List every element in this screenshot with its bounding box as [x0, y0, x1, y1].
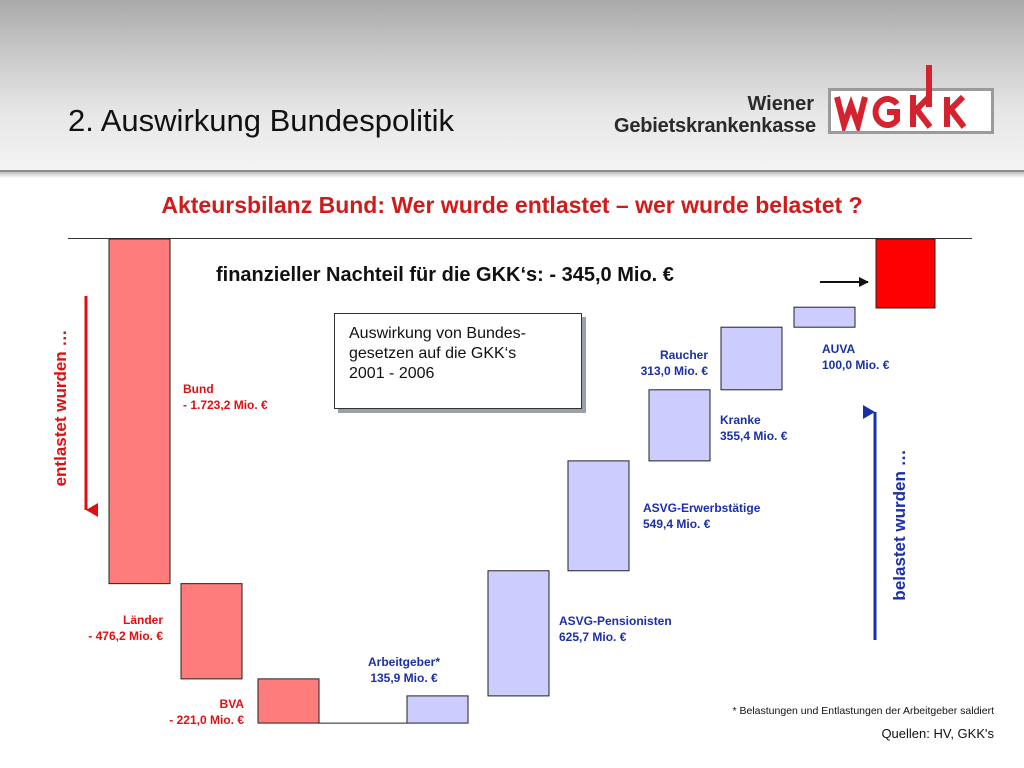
label-laender-name: Länder [122, 613, 163, 627]
bar-asvg-erwerbstätige [568, 461, 629, 571]
label-arbeitgeber-value: 135,9 Mio. € [370, 671, 438, 685]
label-bund-value: - 1.723,2 Mio. € [183, 398, 268, 412]
source-note: Quellen: HV, GKK's [881, 726, 994, 741]
label-asvg-pensionisten-name: ASVG-Pensionisten [559, 614, 672, 628]
label-arbeitgeber-name: Arbeitgeber* [367, 655, 441, 669]
footnote: * Belastungen und Entlastungen der Arbeitgeber saldiert [732, 705, 994, 717]
label-bund-name: Bund [183, 382, 214, 396]
label-laender [88, 612, 163, 644]
chart-bars [109, 239, 935, 723]
label-laender-value: - 476,2 Mio. € [88, 629, 163, 643]
callout-line3: 2001 - 2006 [349, 365, 435, 382]
logo-line1: Wiener [747, 93, 814, 115]
label-kranke-name: Kranke [720, 413, 761, 427]
label-auva-name: AUVA [822, 342, 856, 356]
label-bund [183, 381, 268, 413]
label-raucher [641, 347, 708, 379]
callout-line2: gesetzen auf die GKK‘s [349, 345, 517, 362]
slide-title: 2. Auswirkung Bundespolitik [68, 103, 455, 138]
label-kranke-value: 355,4 Mio. € [720, 429, 788, 443]
label-raucher-value: 313,0 Mio. € [640, 364, 708, 378]
label-auva [822, 341, 889, 373]
nachteil-label: finanzieller Nachteil für die GKK‘s: - 345,0 Mio. € [216, 264, 674, 286]
label-asvg-erwerbstaetige-value: 549,4 Mio. € [643, 517, 711, 531]
bar-länder [181, 584, 242, 679]
label-asvg-pensionisten [559, 613, 672, 645]
entlastet-label: entlastet wurden … [51, 329, 70, 487]
label-arbeitgeber [345, 654, 463, 686]
label-bva [169, 696, 244, 728]
bar-kranke [649, 390, 710, 461]
slide-subtitle: Akteursbilanz Bund: Wer wurde entlastet – wer wurde belastet ? [161, 192, 863, 218]
bar-raucher [721, 327, 782, 390]
bar-bund [109, 239, 170, 584]
label-asvg-erwerbstaetige [643, 500, 760, 532]
belastet-label: belastet wurden … [890, 449, 909, 601]
label-auva-value: 100,0 Mio. € [822, 358, 890, 372]
callout-line1: Auswirkung von Bundes- [349, 325, 526, 342]
label-kranke [720, 412, 787, 444]
label-bva-value: - 221,0 Mio. € [169, 713, 244, 727]
bar-total-nachteil [876, 239, 935, 308]
label-raucher-name: Raucher [659, 348, 708, 362]
callout-box [334, 313, 582, 409]
label-asvg-erwerbstaetige-name: ASVG-Erwerbstätige [643, 501, 761, 515]
logo-line2: Gebietskrankenkasse [614, 115, 816, 137]
bar-bva [258, 679, 319, 723]
bar-asvg-pensionisten [488, 571, 549, 696]
label-asvg-pensionisten-value: 625,7 Mio. € [559, 630, 627, 644]
label-bva-name: BVA [219, 697, 244, 711]
bar-arbeitgeber [407, 696, 468, 723]
bar-auva [794, 307, 855, 327]
